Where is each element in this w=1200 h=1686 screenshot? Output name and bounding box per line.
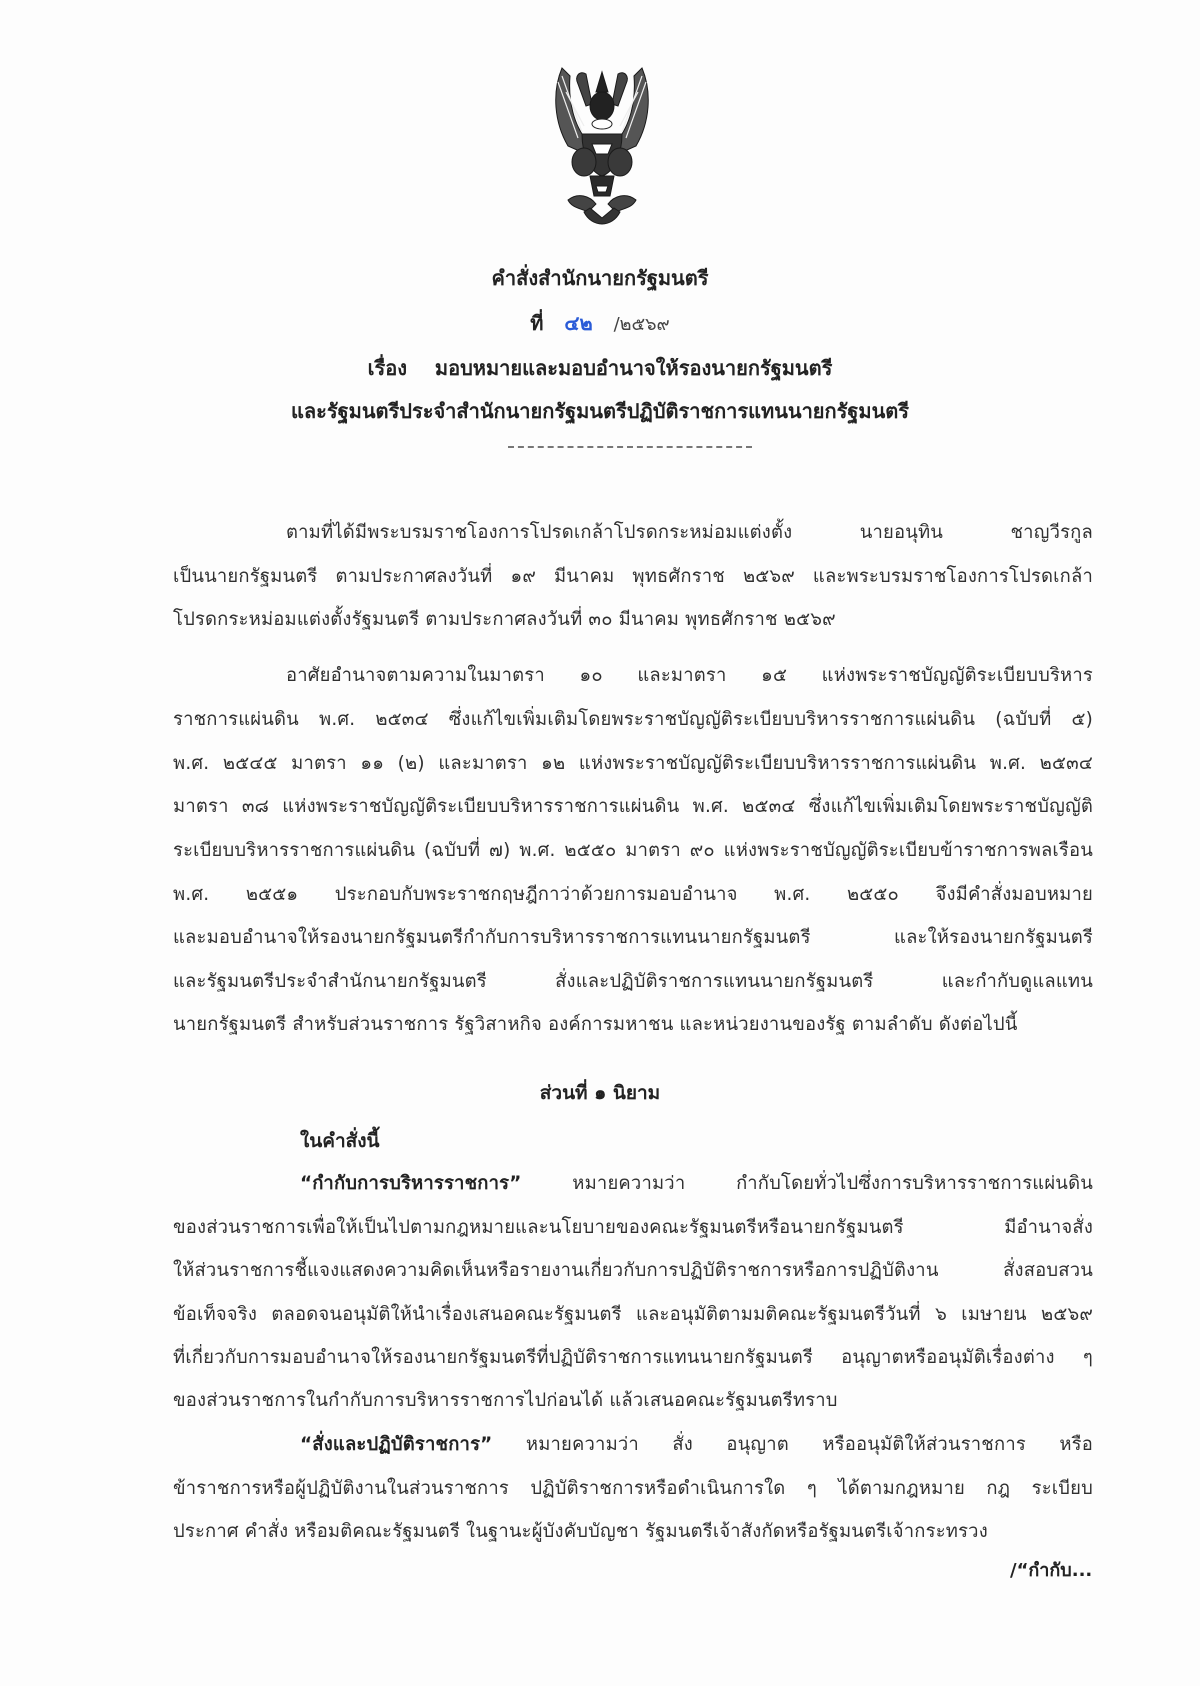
section-1-subheading: ในคำสั่งนี้ xyxy=(300,1130,380,1152)
order-number-year: /๒๕๖๙ xyxy=(613,314,670,335)
definition-1-line: ที่เกี่ยวกับการมอบอำนาจให้รองนายกรัฐมนตรีที่ปฏิบัติราชการแทนนายกรัฐมนตรี อนุญาตหรืออนุมัติเรื่องต่าง ๆ xyxy=(173,1347,1093,1368)
definition-2-line: ข้าราชการหรือผู้ปฏิบัติงานในส่วนราชการ ปฏิบัติราชการหรือดำเนินการใด ๆ ได้ตามกฎหมาย กฎ ระเบียบ xyxy=(173,1478,1093,1499)
definition-2-first-line xyxy=(300,1430,1093,1459)
garuda-emblem-icon xyxy=(548,62,656,230)
paragraph-2-line: ราชการแผ่นดิน พ.ศ. ๒๕๓๔ ซึ่งแก้ไขเพิ่มเติมโดยพระราชบัญญัติระเบียบบริหารราชการแผ่นดิน (ฉบับที่ ๕) xyxy=(173,709,1093,730)
order-number xyxy=(0,307,1200,339)
paragraph-1-line: เป็นนายกรัฐมนตรี ตามประกาศลงวันที่ ๑๙ มีนาคม พุทธศักราช ๒๕๖๙ และพระบรมราชโองการโปรดเกล้า xyxy=(173,566,1093,587)
paragraph-2-line: นายกรัฐมนตรี สำหรับส่วนราชการ รัฐวิสาหกิจ องค์การมหาชน และหน่วยงานของรัฐ ตามลำดับ ดังต่อไปนี้ xyxy=(173,1014,1018,1035)
order-number-value: ๔๒ xyxy=(564,311,593,335)
order-title: คำสั่งสำนักนายกรัฐมนตรี xyxy=(491,266,709,290)
paragraph-1-line: ตามที่ได้มีพระบรมราชโองการโปรดเกล้าโปรดกระหม่อมแต่งตั้ง นายอนุทิน ชาญวีรกูล xyxy=(286,522,1093,543)
order-subject-line-2: และรัฐมนตรีประจำสำนักนายกรัฐมนตรีปฏิบัติราชการแทนนายกรัฐมนตรี xyxy=(291,399,909,423)
definition-2-line: ประกาศ คำสั่ง หรือมติคณะรัฐมนตรี ในฐานะผู้บังคับบัญชา รัฐมนตรีเจ้าสังกัดหรือรัฐมนตรีเจ้ากระทรวง xyxy=(173,1521,988,1542)
section-1-heading: ส่วนที่ ๑ นิยาม xyxy=(539,1082,661,1104)
definition-1-line: ของส่วนราชการเพื่อให้เป็นไปตามกฎหมายและนโยบายของคณะรัฐมนตรีหรือนายกรัฐมนตรี มีอำนาจสั่ง xyxy=(173,1217,1093,1238)
definition-1-line: ข้อเท็จจริง ตลอดจนอนุมัติให้นำเรื่องเสนอคณะรัฐมนตรี และอนุมัติตามมติคณะรัฐมนตรีวันที่ ๖ เมษายน ๒๕๖๙ xyxy=(173,1304,1093,1325)
paragraph-2-line: พ.ศ. ๒๕๕๑ ประกอบกับพระราชกฤษฎีกาว่าด้วยการมอบอำนาจ พ.ศ. ๒๕๕๐ จึงมีคำสั่งมอบหมาย xyxy=(173,884,1093,905)
definition-2-term: “สั่งและปฏิบัติราชการ” xyxy=(300,1434,493,1455)
paragraph-2-line: อาศัยอำนาจตามความในมาตรา ๑๐ และมาตรา ๑๕ แห่งพระราชบัญญัติระเบียบบริหาร xyxy=(286,665,1093,686)
definition-2-text: หมายความว่า สั่ง อนุญาต หรืออนุมัติให้ส่วนราชการ หรือ xyxy=(492,1434,1093,1455)
order-number-prefix: ที่ xyxy=(530,311,544,335)
paragraph-2-line: และรัฐมนตรีประจำสำนักนายกรัฐมนตรี สั่งและปฏิบัติราชการแทนนายกรัฐมนตรี และกำกับดูแลแทน xyxy=(173,971,1093,992)
paragraph-1-line: โปรดกระหม่อมแต่งตั้งรัฐมนตรี ตามประกาศลงวันที่ ๓๐ มีนาคม พุทธศักราช ๒๕๖๙ xyxy=(173,609,836,630)
paragraph-2-line: และมอบอำนาจให้รองนายกรัฐมนตรีกำกับการบริหารราชการแทนนายกรัฐมนตรี และให้รองนายกรัฐมนตรี xyxy=(173,927,1093,948)
definition-1-line: ของส่วนราชการในกำกับการบริหารราชการไปก่อนได้ แล้วเสนอคณะรัฐมนตรีทราบ xyxy=(173,1390,838,1411)
paragraph-2-line: ระเบียบบริหารราชการแผ่นดิน (ฉบับที่ ๗) พ.ศ. ๒๕๕๐ มาตรา ๙๐ แห่งพระราชบัญญัติระเบียบข้าราชการพลเรือน xyxy=(173,840,1093,861)
order-subject-line-1 xyxy=(0,352,1200,384)
header-divider xyxy=(508,446,752,448)
subject-text: มอบหมายและมอบอำนาจให้รองนายกรัฐมนตรี xyxy=(434,356,833,380)
page-continuation: /“กำกับ... xyxy=(1010,1560,1093,1581)
subject-label: เรื่อง xyxy=(367,356,408,380)
definition-1-first-line xyxy=(300,1169,1093,1198)
definition-1-term: “กำกับการบริหารราชการ” xyxy=(300,1173,522,1194)
definition-1-text: หมายความว่า กำกับโดยทั่วไปซึ่งการบริหารราชการแผ่นดิน xyxy=(521,1173,1093,1194)
paragraph-2-line: พ.ศ. ๒๕๔๕ มาตรา ๑๑ (๒) และมาตรา ๑๒ แห่งพระราชบัญญัติระเบียบบริหารราชการแผ่นดิน พ.ศ. ๒๕๓๔ xyxy=(173,753,1093,774)
definition-1-line: ให้ส่วนราชการชี้แจงแสดงความคิดเห็นหรือรายงานเกี่ยวกับการปฏิบัติราชการหรือการปฏิบัติงาน สั่งสอบสวน xyxy=(173,1260,1093,1281)
paragraph-2-line: มาตรา ๓๘ แห่งพระราชบัญญัติระเบียบบริหารราชการแผ่นดิน พ.ศ. ๒๕๓๔ ซึ่งแก้ไขเพิ่มเติมโดยพระราชบัญญัติ xyxy=(173,796,1093,817)
